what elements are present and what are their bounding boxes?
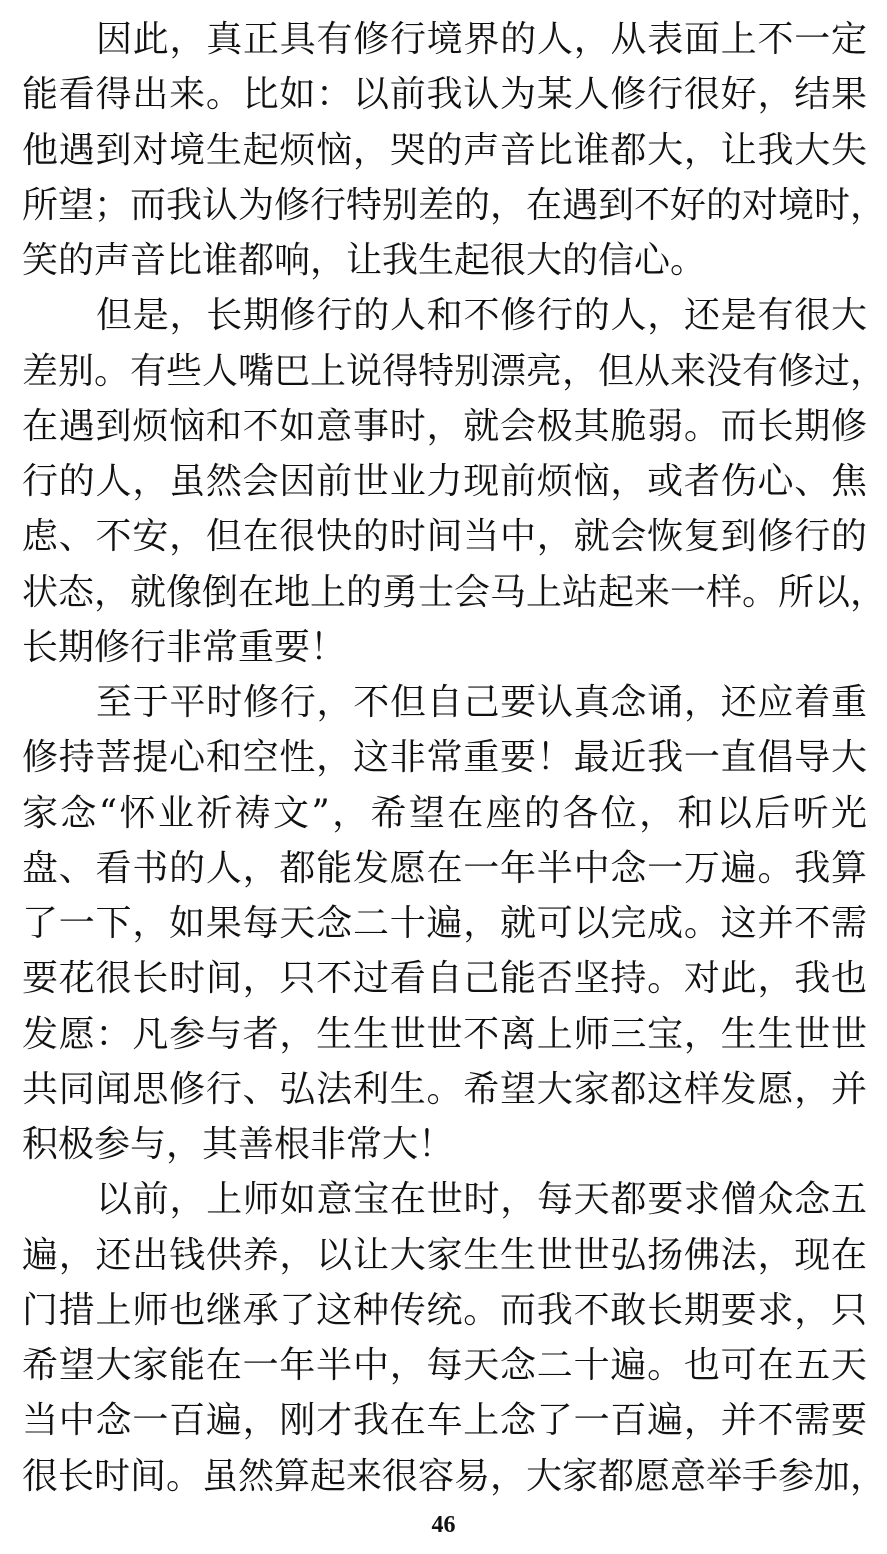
paragraph-1-line-2: 能看得出来。比如：以前我认为某人修行很好，结果 <box>22 74 867 116</box>
paragraph-3-line-6: 要花很长时间，只不过看自己能否坚持。对此，我也 <box>22 958 867 1000</box>
paragraph-3-line-7: 发愿：凡参与者，生生世世不离上师三宝，生生世世 <box>22 1013 867 1055</box>
paragraph-3-line-8: 共同闻思修行、弘法利生。希望大家都这样发愿，并 <box>22 1068 867 1110</box>
paragraph-4-line-4: 希望大家能在一年半中，每天念二十遍。也可在五天 <box>22 1345 867 1386</box>
paragraph-1-line-5: 笑的声音比谁都响，让我生起很大的信心。 <box>22 240 707 281</box>
paragraph-4-line-6: 很长时间。虽然算起来很容易，大家都愿意举手参加， <box>22 1455 887 1497</box>
paragraph-2-line-3: 在遇到烦恼和不如意事时，就会极其脆弱。而长期修 <box>22 405 867 447</box>
paragraph-3-line-1: 至于平时修行，不但自己要认真念诵，还应着重 <box>96 682 867 723</box>
paragraph-4-line-3: 门措上师也继承了这种传统。而我不敢长期要求，只 <box>22 1289 867 1331</box>
paragraph-4-line-5: 当中念一百遍，刚才我在车上念了一百遍，并不需要 <box>22 1400 867 1442</box>
paragraph-2-line-6: 状态，就像倒在地上的勇士会马上站起来一样。所以， <box>22 571 887 613</box>
paragraph-2-line-7: 长期修行非常重要！ <box>22 626 347 668</box>
paragraph-4-line-1: 以前，上师如意宝在世时，每天都要求僧众念五 <box>96 1179 867 1221</box>
paragraph-3-line-5: 了一下，如果每天念二十遍，就可以完成。这并不需 <box>22 903 867 944</box>
paragraph-3-line-9: 积极参与，其善根非常大！ <box>22 1124 455 1165</box>
paragraph-3-line-3: 家念“怀业祈祷文”，希望在座的各位，和以后听光 <box>22 792 867 834</box>
body-text <box>22 12 887 1504</box>
paragraph-1-line-3: 他遇到对境生起烦恼，哭的声音比谁都大，让我大失 <box>22 129 867 171</box>
paragraph-1-line-1: 因此，真正具有修行境界的人，从表面上不一定 <box>96 19 867 60</box>
paragraph-4-line-2: 遍，还出钱供养，以让大家生生世世弘扬佛法，现在 <box>22 1234 867 1276</box>
paragraph-3-line-4: 盘、看书的人，都能发愿在一年半中念一万遍。我算 <box>22 847 867 889</box>
page-number: 46 <box>431 1512 456 1538</box>
paragraph-2-line-5: 虑、不安，但在很快的时间当中，就会恢复到修行的 <box>22 516 867 558</box>
paragraph-1-line-4: 所望；而我认为修行特别差的，在遇到不好的对境时， <box>22 184 887 226</box>
paragraph-2-line-2: 差别。有些人嘴巴上说得特别漂亮，但从来没有修过， <box>22 350 887 392</box>
paragraph-2-line-4: 行的人，虽然会因前世业力现前烦恼，或者伤心、焦 <box>22 461 867 502</box>
paragraph-2-line-1: 但是，长期修行的人和不修行的人，还是有很大 <box>96 295 867 337</box>
paragraph-3-line-2: 修持菩提心和空性，这非常重要！最近我一直倡导大 <box>22 737 867 779</box>
